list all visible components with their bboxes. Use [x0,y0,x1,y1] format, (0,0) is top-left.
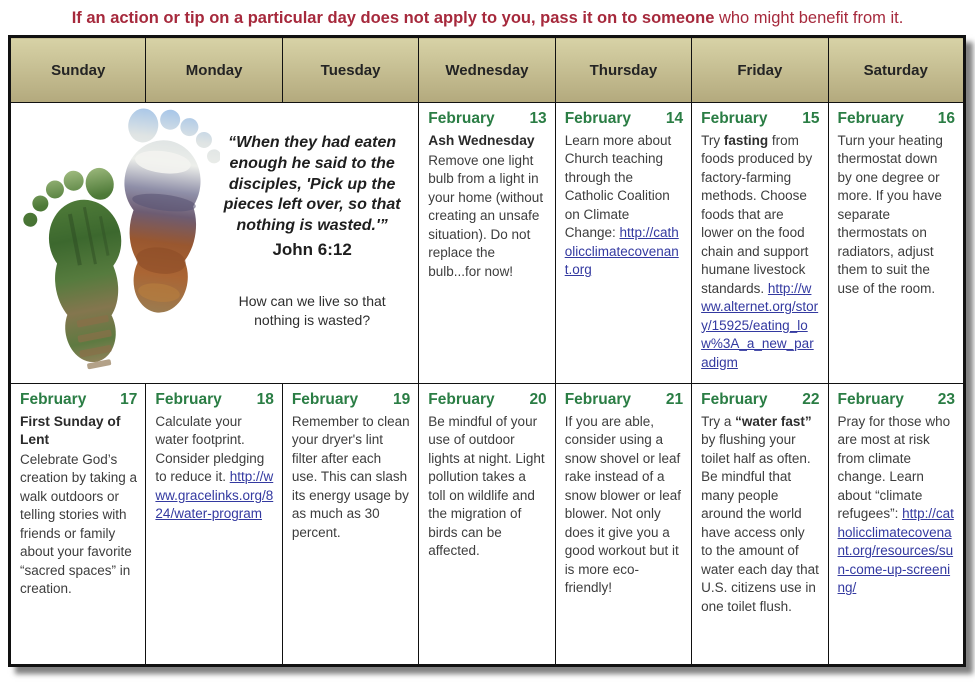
day-header [701,391,819,409]
month-label: February [291,390,359,408]
day-number: 14 [665,110,684,127]
day-header [701,110,819,128]
month-label: February [701,110,768,127]
month-label: February [837,390,904,408]
cell-feb-15 [692,103,828,384]
instruction-normal-text: who might benefit from it. [718,9,904,27]
day-text: Pray for those who are most at risk from climate change. Learn about “climate refugees”: [837,413,951,522]
day-number: 21 [665,390,684,408]
link[interactable]: http://catholicclimatecovenant.org [564,225,679,278]
weekday-header-row [10,37,965,103]
day-header [838,391,955,409]
day-body: Turn your heating thermostat down by one degree or more. If you have separate thermostats on radiators, adjust them to suit the use of the room. [837,133,943,296]
day-number: 22 [802,390,820,408]
cell-feb-23 [828,383,964,665]
month-label: February [701,390,768,408]
weekday-header-tuesday: Tuesday [282,37,418,103]
day-title: Ash Wednesday [428,133,535,148]
day-text: Calculate your water footprint. Consider pledging to reduce it. [155,413,265,485]
cell-feb-20 [419,383,555,665]
month-label: February [155,390,222,408]
emphasis-text: fasting [723,133,769,148]
day-body: If you are able, consider using a snow shovel or leaf rake instead of a snow blower or leaf blower. Not only does it give you a good workout but it is more eco-friendly! [564,413,681,596]
day-number: 18 [256,390,274,408]
quote-and-image-cell [10,103,419,384]
link[interactable]: http://www.gracelinks.org/824/water-program [155,469,274,522]
footprints-photo-collage [15,107,220,379]
weekday-header-saturday: Saturday [828,37,964,103]
scripture-quote: “When they had eaten enough he said to the disciples, 'Pick up the pieces left over, so that nothing is wasted.'” [223,134,401,235]
day-number: 20 [529,390,547,408]
scripture-quote-block [220,107,416,383]
month-label: February [564,390,632,408]
weekday-header-monday: Monday [146,37,282,103]
day-header [155,391,273,409]
month-label: February [428,110,495,127]
cell-feb-13 [419,103,555,384]
day-header [565,391,683,409]
weekday-header-friday: Friday [692,37,828,103]
day-number: 23 [937,390,955,408]
day-body: Remember to clean your dryer's lint filter after each use. This can slash its energy usage by as much as 30 percent. [291,413,410,540]
day-body [565,132,683,280]
day-header [292,391,410,409]
link[interactable]: http://catholicclimatecovenant.org/resources/sun-come-up-screening/ [837,506,954,596]
instruction-bold-text: If an action or tip on a particular day does not apply to you, pass it on to someone [71,9,719,27]
cell-feb-16 [828,103,964,384]
day-number: 15 [802,110,820,127]
month-label: February [837,110,904,127]
weekday-header-wednesday: Wednesday [419,37,555,103]
day-body [838,413,955,598]
day-text: Try [701,133,724,148]
day-number: 17 [120,390,138,408]
day-header [565,110,683,128]
week-row-2 [10,383,965,665]
day-header [428,391,546,409]
day-text: by flushing your toilet half as often. Be mindful that many people around the world have access only to the amount of water each day that U.S. citizens use in one toilet flush. [701,432,819,614]
day-body: Remove one light bulb from a light in your home (without creating an unsafe situation). Do not replace the bulb...for now! [428,152,544,279]
canyon-footprint [106,107,220,318]
month-label: February [564,110,632,127]
reflection-question: How can we live so that nothing is wasted? [238,292,386,328]
day-header [838,110,955,128]
day-text: from foods produced by factory-farming methods. Choose foods that are lower on the food chain and support humane livestock standards. [701,133,813,296]
cell-feb-18 [146,383,282,665]
day-number: 16 [937,110,955,127]
day-body [701,413,819,616]
cell-feb-14 [555,103,691,384]
day-body: Celebrate God’s creation by taking a walk outdoors or telling stories with friends or family about your favorite “sacred spaces” in creation. [20,451,138,597]
emphasis-text: “water fast” [735,413,812,429]
month-label: February [428,390,495,408]
day-text: Try a [701,413,736,429]
day-title: First Sunday of Lent [20,413,121,447]
day-number: 19 [393,390,411,408]
week-row-1 [10,103,965,384]
cell-feb-22 [692,383,828,665]
day-header [428,110,546,128]
scripture-reference: John 6:12 [272,239,352,259]
weekday-header-thursday: Thursday [555,37,691,103]
day-body: Be mindful of your use of outdoor lights at night. Light pollution takes a toll on wildlife and the migration of birds can be affected. [428,413,545,559]
day-header [20,391,137,409]
weekday-header-sunday: Sunday [10,37,146,103]
day-number: 13 [529,110,547,127]
cell-feb-19 [282,383,418,665]
month-label: February [20,390,87,408]
page-instruction [0,9,975,28]
cell-feb-21 [555,383,691,665]
day-text: Learn more about Church teaching through the Catholic Coalition on Climate Change: [564,133,672,241]
day-body [155,413,273,524]
cell-feb-17 [10,383,146,665]
calendar-table [8,35,966,667]
link[interactable]: http://www.alternet.org/story/15925/eating_low%3A_a_new_paradigm [701,280,819,370]
day-body [701,132,819,372]
